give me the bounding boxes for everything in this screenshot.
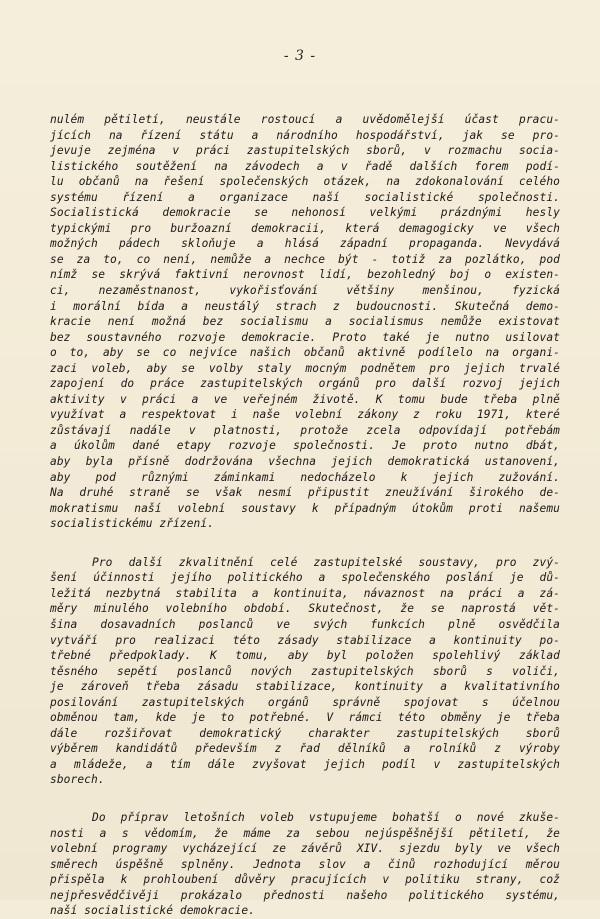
- text-line: měry minulého volebního období. Skutečnost, že se naprostá vět-: [50, 602, 560, 616]
- text-line: využívat a respektovat i naše volební zákony z roku 1971, které: [50, 408, 560, 422]
- text-line: zapojení do práce zastupitelských orgánů pro další rozvoj jejich: [50, 377, 560, 391]
- text-line: ci, nezaměstnanost, vykořisťování většiny menšinou, fyzická: [50, 284, 560, 298]
- text-line: směrech úspěšně splněny. Jednota slov a činů rozhodující měrou: [50, 857, 560, 871]
- text-line: aby byla přísně dodržována všechna jejich demokratická ustanovení,: [50, 455, 560, 469]
- text-line: výběrem kandidátů především z řad dělníků a rolníků z výroby: [50, 742, 560, 756]
- text-line: o to, aby se co nejvíce našich občanů aktivně podílelo na organi-: [50, 346, 560, 360]
- text-line: a mládeže, a tím dále zvyšovat jejich podíl v zastupitelských: [50, 757, 560, 771]
- text-line: posilování zastupitelských orgánů správně spojovat s účelnou: [50, 695, 560, 709]
- text-line: listického soutěžení na závodech a v řadě dalších forem podí-: [50, 159, 560, 173]
- text-line: možných pádech skloňuje a hlásá západní propaganda. Nevydává: [50, 237, 560, 251]
- body-text: [50, 112, 560, 919]
- text-line: zůstávají nadále v platnosti, protože zcela odpovídají potřebám: [50, 423, 560, 437]
- paragraph-2: [50, 555, 560, 788]
- paragraph-1: [50, 112, 560, 532]
- text-line: bez soustavného rozvoje demokracie. Proto také je nutno usilovat: [50, 330, 560, 344]
- text-line: nulém pětiletí, neustále rostoucí a uvědomělejší účast pracu-: [50, 113, 560, 126]
- text-line: dále rozšiřovat demokratický charakter zastupitelských sborů: [50, 726, 560, 740]
- text-line: i morální bída a neustálý strach z budoucnosti. Skutečná demo-: [50, 299, 560, 313]
- text-line: nímž se skrývá faktivní nerovnost lidí, bezohledný boj o existen-: [50, 268, 560, 282]
- text-line: jících na řízení státu a národního hospodářství, jak se pro-: [50, 128, 560, 142]
- text-line: vytváří pro realizaci této zásady stabilizace a kontinuity po-: [50, 633, 560, 647]
- text-line: typickými pro buržoazní demokracii, která demagogicky ve všech: [50, 221, 560, 235]
- text-line: Pro další zkvalitnění celé zastupitelské soustavy, pro zvý-: [92, 555, 560, 569]
- text-line: socialistickému zřízení.: [50, 517, 215, 531]
- text-line: třebné předpoklady. K tomu, aby byl položen spolehlivý základ: [50, 649, 560, 663]
- text-line: přispěla k prohloubení důvěry pracujících v politiku strany, což: [50, 873, 560, 887]
- text-line: sborech.: [50, 773, 105, 787]
- text-line: ležitá nezbytná stabilita a kontinuita, návaznost na práci a zá-: [50, 586, 560, 600]
- text-line: je zároveň třeba zásadu stabilizace, kontinuity a kvalitativního: [50, 680, 560, 694]
- text-line: volební programy vycházející ze závěrů XIV. sjezdu byly ve všech: [50, 842, 560, 856]
- text-line: systému řízení a organizace naší socialistické společnosti.: [50, 190, 560, 204]
- text-line: Na druhé straně se však nesmí připustit zneužívání širokého de-: [50, 486, 560, 500]
- text-line: aby pod různými záminkami nedocházelo k jejich zužování.: [50, 470, 560, 484]
- text-line: lu občanů na řešení společenských otázek, na zdokonalování celého: [50, 175, 560, 189]
- text-line: nejpřesvědčivěji prokázalo přednosti našeho politického systému,: [50, 888, 560, 902]
- page-number: - 3 -: [283, 48, 317, 64]
- text-line: nosti a s vědomím, že máme za sebou nejúspěšnější pětiletí, že: [50, 826, 560, 840]
- text-line: jevuje zejména v práci zastupitelských sborů, v rozmachu socia-: [50, 144, 560, 158]
- text-line: těsného sepětí poslanců nových zastupitelských sborů s voliči,: [50, 664, 560, 678]
- text-line: mokratismu naší volební soustavy k případným útokům proti našemu: [50, 501, 560, 515]
- text-line: Do příprav letošních voleb vstupujeme bohatší o nové zkuše-: [92, 810, 560, 824]
- text-line: a úkolům dané etapy rozvoje společnosti. Je proto nutno dbát,: [50, 439, 560, 453]
- text-line: naší socialistické demokracie.: [50, 904, 256, 918]
- text-line: obměnou tam, kde je to potřebné. V rámci této obměny je třeba: [50, 711, 560, 725]
- text-line: šina dosavadních poslanců ve svých funkcích plně osvědčila: [50, 617, 560, 631]
- text-line: Socialistická demokracie se nehonosí velkými prázdnými hesly: [50, 206, 560, 220]
- text-line: kracie není možná bez socialismu a socialismus nemůže existovat: [50, 315, 560, 329]
- text-line: aktivity v práci a ve veřejném životě. K tomu bude třeba plně: [50, 392, 560, 406]
- text-line: se za to, co není, nemůže a nechce být - totiž za pozlátko, pod: [50, 252, 560, 266]
- text-line: zaci voleb, aby se volby staly mocným podnětem pro jejich trvalé: [50, 361, 560, 375]
- text-line: šení účinnosti jejího politického a společenského poslání je dů-: [50, 571, 560, 585]
- paragraph-3: [50, 810, 560, 919]
